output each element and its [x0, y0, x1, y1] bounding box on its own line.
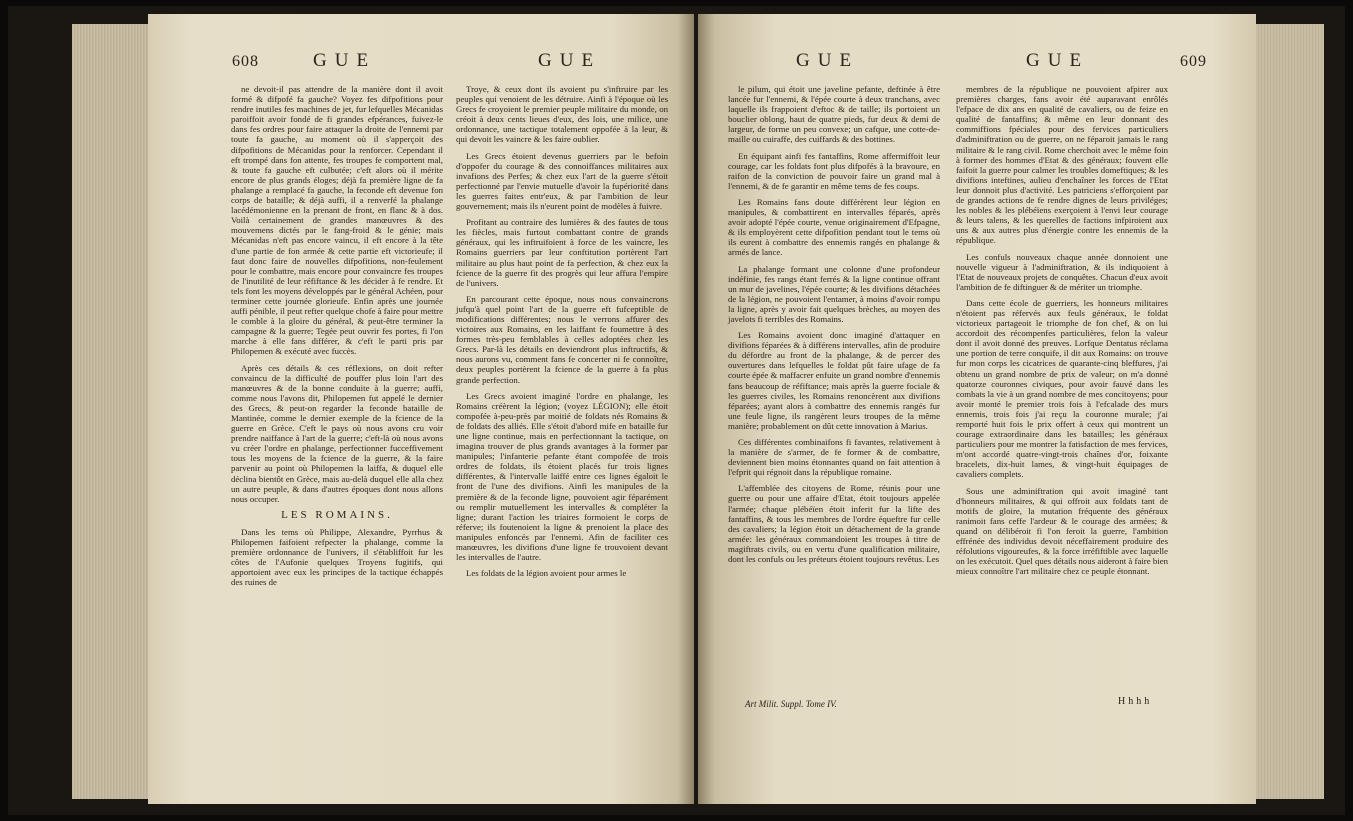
left-column-1: [231, 84, 443, 594]
paragraph: Ces différentes combinaifons fi favantes, relativement à la manière de s'armer, de fe former & de combattre, deviennent bien moins étonnantes quand on fait attention à l'efprit qui régnoit dans la république romaine.: [728, 437, 940, 478]
paragraph: Les Romains fans doute différèrent leur légion en manipules, & combattirent en intervalles féparés, après avoir adopté l'épée courte, venue originairement d'Efpagne, & ils employèrent cette difpofition pendant tout le tems où ils eurent à combattre des ennemis rangés en phalange & armés de lance.: [728, 196, 940, 258]
paragraph: L'affemblée des citoyens de Rome, réunis pour une guerre ou pour une affaire d'Etat, étoit toujours appelée l'armée; chaque plébéïen étoit inferit fur la lifte des fantaffins, & tous les membres de l'ordre équeftre fur celle des cavaliers; la légion étoit un détachement de la grande armée: les généraux commandoient les troupes à titre de magiftrats civils, ou en vertu d'une qualification militaire, dont les confuls ou les préteurs étoient toujours revêtus. Les: [728, 483, 940, 565]
right-column-2: [956, 84, 1168, 582]
running-head: GUE: [1026, 50, 1090, 71]
right-page-edges: [1254, 24, 1324, 799]
section-title: LES ROMAINS.: [281, 508, 393, 521]
paragraph: Les Romains avoient donc imaginé d'attaquer en divifions féparées & à différens intervalles, afin de produire du défordre au front de la phalange, & de percer des ouvertures dans lefquelles le foldat pût faire ufage de fa courte épée & maffacrer enfuite un grand nombre d'ennemis fans beaucoup de réfiftance; mais après la guerre fociale & les guerres civiles, les Romains renoncèrent aux divifions féparées; ayant alors à combattre des ennemis rangés fur une feule ligne, ils rangèrent leurs troupes de la même manière; probablement on dût cette innovation à Marius.: [728, 330, 940, 431]
right-page-header: [698, 50, 1256, 78]
paragraph: La phalange formant une colonne d'une profondeur indéfinie, fes rangs étant ferrés & la ligne continue offrant un mur de javelines, l'épée courte; & les divifions détachées de la légion, ne pouvoient l'entamer, à moins d'avoir rompu la ligne, après y avoir fait quelques brèches, au moyen des javelots fi terribles des Romains.: [728, 263, 940, 324]
running-head: GUE: [538, 50, 602, 71]
left-page: [148, 14, 694, 804]
paragraph: Profitant au contraire des lumières & des fautes de tous les fiècles, mais furtout combattant contre de grands généraux, qui les inftruifoient à force de les vaincre, les Romains guerriers par leur conftitution portèrent l'art militaire au plus haut point de fa perfection, & chez eux la fcience de la guerre fit des progrès qui leur affura l'empire de l'univers.: [456, 217, 668, 288]
paragraph: Sous une adminiftration qui avoit imaginé tant d'honneurs militaires, & qui offroit aux foldats tant de motifs de gloire, la mutation fréquente des généraux ranimoit fans ceffe l'ardeur & le courage des armées; & quand on délibéroit fi l'on feroit la guerre, l'ambition effrénée des individus devoit néceffairement produire des réfolutions vigoureufes, & la force irréfiftible avec laquelle on les exécutoit. Quel ques détails nous aideront à faire bien mieux connoître l'art militaire chez ce peuple étonnant.: [956, 485, 1168, 577]
page-number: 609: [1180, 53, 1207, 70]
paragraph: En équipant ainfi fes fantaffins, Rome affermiffoit leur courage, car les foldats font plus difpofés à la bravoure, en raifon de la conviction de pouvoir faire un grand mal à l'ennemi, & de fe garantir en même tems de fes coups.: [728, 150, 940, 191]
paragraph: membres de la république ne pouvoient afpirer aux premières charges, fans avoir été auparavant enrôlés l'efpace de dix ans en qualité de cavaliers, ou de feize en qualité de fantaffins; & même en leur donnant des commiffions fpéciales pour des fervices particuliers d'adminiftration ou de guerre, on ne féparoit jamais le rang militaire & le rang civil. Rome cherchoit avec le même foin à former des hommes d'Etat & des généraux; fouvent elle faifoit la guerre pour calmer les troubles domeftiques; & les divifions inteftines, aulieu d'enchaîner les forces de l'Etat leur donnoit plus d'activité. Les patriciens s'efforçoient par de grandes actions de fe rendre dignes de leurs priviléges; les nobles & les plébéïens exerçoient à l'envi leur courage & leurs talens, & les querelles de factions infpiroient aux uns & aux autres plus d'énergie contre les ennemis de la république.: [956, 84, 1168, 246]
paragraph: Les Grecs avoient imaginé l'ordre en phalange, les Romains créèrent la légion; (voyez LÉGION); elle étoit compofée à-peu-près par moitié de foldats nés Romains & de foldats des alliés. Elle s'étoit d'abord mife en bataille fur une ligne continue, mais en perfectionnant la tactique, on imagina trouver de plus grands avantages à la former par manipules; l'infanterie pefante étant compofée de trois ordres de foldats, ils étoient placés fur trois lignes différentes, & l'intervalle laiffé entre ces lignes égaloit le front de l'une des divifions. Ainfi les manipules de la première & de la feconde ligne, pouvoient agir féparément ou remplir mutuellement les intervalles & compléter la ligne; durant l'action les triaires formoient le corps de réferve; ils foutenoient la ligne & prenoient la place des manipules enfoncés par l'ennemi. Afin de faciliter ces manœuvres, les divifions d'une ligne fe trouvoient devant les intervalles de l'autre.: [456, 390, 668, 563]
book-spread: [8, 6, 1345, 815]
right-column-1: [728, 84, 940, 570]
paragraph: Les Grecs étoient devenus guerriers par le befoin d'oppofer du courage & des connoiffances militaires aux invafions des Perfes; & chez eux l'art de la guerre s'étoit perfectionné par l'envie mutuelle d'avoir la fupériorité dans les guerres faites entr'eux, & par l'ambition de leur gouvernement; mais ils n'eurent point de modèles à fuivre.: [456, 150, 668, 212]
page-number: 608: [232, 53, 259, 70]
paragraph: ne devoit-il pas attendre de la manière dont il avoit formé & difpofé fa gauche? Voyez fes difpofitions pour rendre inutiles fes machines de jet, fur lefquelles Mécanidas paroiffoit avoir fondé de fi grandes efpérances, fuivez-le dans fes ordres pour faire attaquer la droite de l'ennemi par toute fa gauche, au moment où il s'apperçoit des difpofitions de Mécanidas pour la renforcer. Cependant il eft trompé dans fon attente, fes troupes fe comportent mal, & toute fa gauche eft culbutée; c'eft alors où il mérite encore de plus grands éloges; déjà fa première ligne de fa phalange a remplacé fa gauche, la feconde eft devenue fon corps de bataille; & déjà auffi, il a renverfé la phalange lacédémonienne en la prenant de front, en flanc & à dos. Voilà certainement de grandes manœuvres & des mouvemens dictés par le fang-froid & le génie; mais Mécanidas n'eft pas encore vaincu, il eft encore à la tête d'une partie de fon armée & cette partie eft victorieufe; il faut donc faire de nouvelles difpofitions, non-feulement pour le combattre, mais encore pour convaincre fes troupes de l'inutilité de leur réfiftance & les décider à fe rendre. Et tels font les moyens développés par le général Achéen, pour terminer cette journée glorieufe. Enfin après une journée auffi pénible, il peut refter quelque chofe à faire pour mettre le comble à la gloire du général, & peut-être terminer la campagne & la guerre; Tegée peut ouvrir fes portes, fi l'on marche à elle fans différer, & c'eft le parti pris par Philopemen & exécuté avec fuccès.: [231, 84, 443, 357]
running-head: GUE: [796, 50, 860, 71]
left-column-2: [456, 84, 668, 584]
paragraph: Troye, & ceux dont ils avoient pu s'inftruire par les peuples qui venoient de les détruire. Ainfi à l'époque où les Grecs fe croyoient le premier peuple militaire du monde, on créoit à deux cents lieues d'eux, des lois, une milice, une ordonnance, une tactique totalement oppofée à la leur, & qui devoit les vaincre & les faire oublier.: [456, 84, 668, 145]
paragraph: Les confuls nouveaux chaque année donnoient une nouvelle vigueur à l'adminiftration, & ils indiquoient à l'Etat de nouveaux projets de conquêtes. Chacun d'eux avoit l'ambition de fe diftinguer & de mériter un triomphe.: [956, 251, 1168, 292]
footer-note: Art Milit. Suppl. Tome IV.: [745, 699, 837, 709]
right-page: [698, 14, 1256, 804]
left-page-header: [148, 50, 694, 78]
signature-mark: Hhhh: [1118, 696, 1153, 707]
paragraph: Dans les tems où Philippe, Alexandre, Pyrrhus & Philopemen faifoient refpecter la phalange, comme la première ordonnance de l'univers, il s'établiffoit fur les côtes de l'Aufonie quelques Troyens fugitifs, qui apportoient avec eux les principes de la tactique échappés des ruines de: [231, 526, 443, 588]
paragraph: Dans cette école de guerriers, les honneurs militaires n'étoient pas réfervés aux feuls généraux, le foldat victorieux partageoit le triomphe de fon chef, & on lui accordoit des récompenfes particulières, felon la valeur dont il avoit donné des preuves. Lorfque Dentatus réclama une portion de terre conquife, il dit aux Romains: on trouve fur mon corps les cicatrices de quarante-cinq bleffures, j'ai obtenu un grand nombre de prix de valeur; on m'a donné quatorze couronnes civiques, pour avoir fauvé dans les combats la vie à un grand nombre de mes concitoyens; pour avoir monté le premier trois fois à l'efcalade des murs ennemis, trois fois j'ai reçu la couronne murale; j'ai remporté huit fois le prix offert à ceux qui montrent un courage extraordinaire dans les batailles; les généraux particuliers pour me montrer la fatisfaction de mes fervices, m'ont accordé quatre-vingt-trois chaînes d'or, foixante bracelets, dix-huit lames, & vingt-huit équipages de cavaliers complets.: [956, 297, 1168, 480]
paragraph: Après ces détails & ces réflexions, on doit refter convaincu de la difficulté de pouffer plus loin l'art des manœuvres & de la bonne conduite à la guerre; auffi, comme nous l'avons dit, Philopemen fut appelé le dernier des Grecs, & peut-on regarder la feconde bataille de Mantinée, comme le dernier exemple de la fcience de la guerre en Grèce. C'eft le pays où nous avons cru voir prendre naiffance à l'art de la guerre; c'eft-là où nous avons vu créer l'ordre en phalange, perfectionner fucceffivement tous les moyens de la fcience de la guerre, & la faire parvenir au point où Philopemen la laiffa, & duquel elle déclina bientôt en Grèce, mais au-delà duquel elle alla chez un autre peuple, & dans d'autres époques dont nous allons nous occuper.: [231, 362, 443, 504]
paragraph: le pilum, qui étoit une javeline pefante, deftinée à être lancée fur l'ennemi, & l'épée courte à deux tranchans, avec laquelle ils frappoient d'eftoc & de taille; ils portoient un bouclier oblong, haut de quatre pieds, fur deux & demi de largeur, de forme un peu convexe; un cafque, une cotte-de-maille ou cuiraffe, des cuiffards & des bottines.: [728, 84, 940, 145]
paragraph: En parcourant cette époque, nous nous convaincrons jufqu'à quel point l'art de la guerre eft fufceptible de modifications différentes; nous le verrons affurer des victoires aux Romains, en les laiffant fe foumettre à des formes très-peu femblables à celles adoptées chez les Grecs. Par-là les détails en deviendront plus inftructifs, & nous aurons vu, comment fans fe concerter ni fe connoître, deux peuples portèrent la fcience de la guerre à fa plus grande perfection.: [456, 293, 668, 385]
paragraph: Les foldats de la légion avoient pour armes le: [466, 568, 627, 579]
running-head: GUE: [313, 50, 377, 71]
left-page-edges: [72, 24, 150, 799]
